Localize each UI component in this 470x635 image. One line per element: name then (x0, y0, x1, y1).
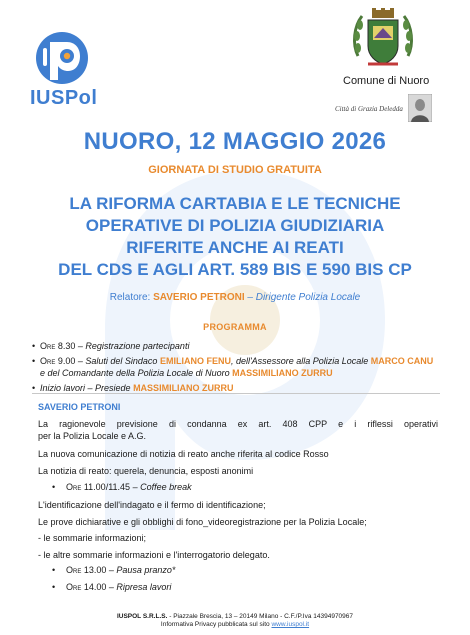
schedule-time: Ore 11.00/11.45 (66, 482, 131, 492)
paragraph: La nuova comunicazione di notizia di reato anche riferita al codice Rosso (38, 449, 329, 459)
paragraph: per la Polizia Locale e A.G. (38, 431, 147, 441)
bullet-icon: • (52, 582, 56, 592)
event-title-line: LA RIFORMA CARTABIA E LE TECNICHE (69, 194, 401, 213)
relatore-line (0, 292, 470, 303)
presidente-name: MASSIMILIANO ZURRU (133, 383, 234, 393)
relatore-name: SAVERIO PETRONI (153, 292, 245, 303)
sindaco-name: EMILIANO FENU (159, 356, 231, 366)
programma-item (32, 340, 452, 352)
footer (0, 613, 470, 629)
event-title-line: OPERATIVE DI POLIZIA GIUDIZIARIA (85, 216, 385, 235)
schedule-text: – Pausa pranzo* (108, 565, 176, 575)
comune-block (330, 6, 442, 116)
deledda-portrait-icon (408, 94, 432, 122)
bullet-icon: • (32, 383, 36, 393)
programma-text: – Saluti del Sindaco (77, 356, 158, 366)
footer-privacy-text: Informativa Privacy pubblicata sul sito (160, 621, 270, 628)
paragraph: Le prove dichiarative e gli obblighi di fono_videoregistrazione per la Polizia Locale; (38, 517, 367, 527)
assessore-name: MARCO CANU (370, 356, 434, 366)
programma-time: Ore 9.00 (40, 356, 76, 366)
speaker-name: SAVERIO PETRONI (38, 402, 121, 412)
citta-tagline: Città di Grazia Deledda (335, 105, 403, 113)
footer-company: IUSPOL S.R.L.S. (116, 613, 168, 620)
programma-list (32, 340, 452, 397)
comandante-name: MASSIMILIANO ZURRU (232, 368, 333, 378)
bullet-icon: • (52, 482, 56, 492)
schedule-text: – Coffee break (132, 482, 192, 492)
comune-name: Comune di Nuoro (343, 75, 430, 87)
event-date-title: NUORO, 12 MAGGIO 2026 (83, 128, 387, 155)
event-subtitle: GIORNATA DI STUDIO GRATUITA (148, 164, 322, 176)
paragraph: - le sommarie informazioni; (38, 533, 147, 543)
programma-text: – Registrazione partecipanti (77, 341, 190, 351)
programma-text: Inizio lavori – Presiede (40, 383, 131, 393)
programma-item (32, 355, 452, 379)
programma-time: Ore 8.30 (40, 341, 76, 351)
programma-text: , dell'Assessore alla Polizia Locale (230, 356, 369, 366)
iuspol-logo-icon (28, 28, 98, 90)
event-title-line: RIFERITE ANCHE AI REATI (126, 238, 344, 257)
paragraph: - le altre sommarie informazioni e l'interrogatorio delegato. (38, 550, 270, 560)
relatore-label: Relatore: (109, 292, 151, 303)
event-title (0, 193, 470, 281)
schedule-time: Ore 13.00 (66, 565, 107, 575)
footer-privacy-line (0, 621, 470, 629)
footer-site-link[interactable]: www.iuspol.it (271, 621, 310, 628)
programma-heading: PROGRAMMA (203, 322, 267, 332)
schedule-text: – Ripresa lavori (108, 582, 172, 592)
footer-address: - Piazzale Brescia, 13 – 20149 Milano - C.F./P.Iva 14394970967 (169, 613, 354, 620)
bullet-icon: • (32, 356, 36, 366)
paragraph: L'identificazione dell'indagato e il fermo di identificazione; (38, 500, 266, 510)
section-divider (32, 393, 440, 394)
schedule-time: Ore 14.00 (66, 582, 107, 592)
programma-text: e del Comandante della Polizia Locale di Nuoro (40, 368, 230, 378)
bullet-icon: • (52, 565, 56, 575)
paragraph: La notizia di reato: querela, denuncia, esposti anonimi (38, 466, 254, 476)
footer-company-line (0, 613, 470, 621)
coat-of-arms-icon (348, 6, 418, 74)
event-title-line: DEL CDS E AGLI ART. 589 BIS E 590 BIS CP (58, 260, 412, 279)
bullet-icon: • (32, 341, 36, 351)
relatore-role: – Dirigente Polizia Locale (247, 292, 361, 303)
paragraph: La ragionevole previsione di condanna ex art. 408 CPP e i riflessi operativi (38, 419, 438, 429)
iuspol-logo-text: IUSPol (30, 87, 98, 109)
